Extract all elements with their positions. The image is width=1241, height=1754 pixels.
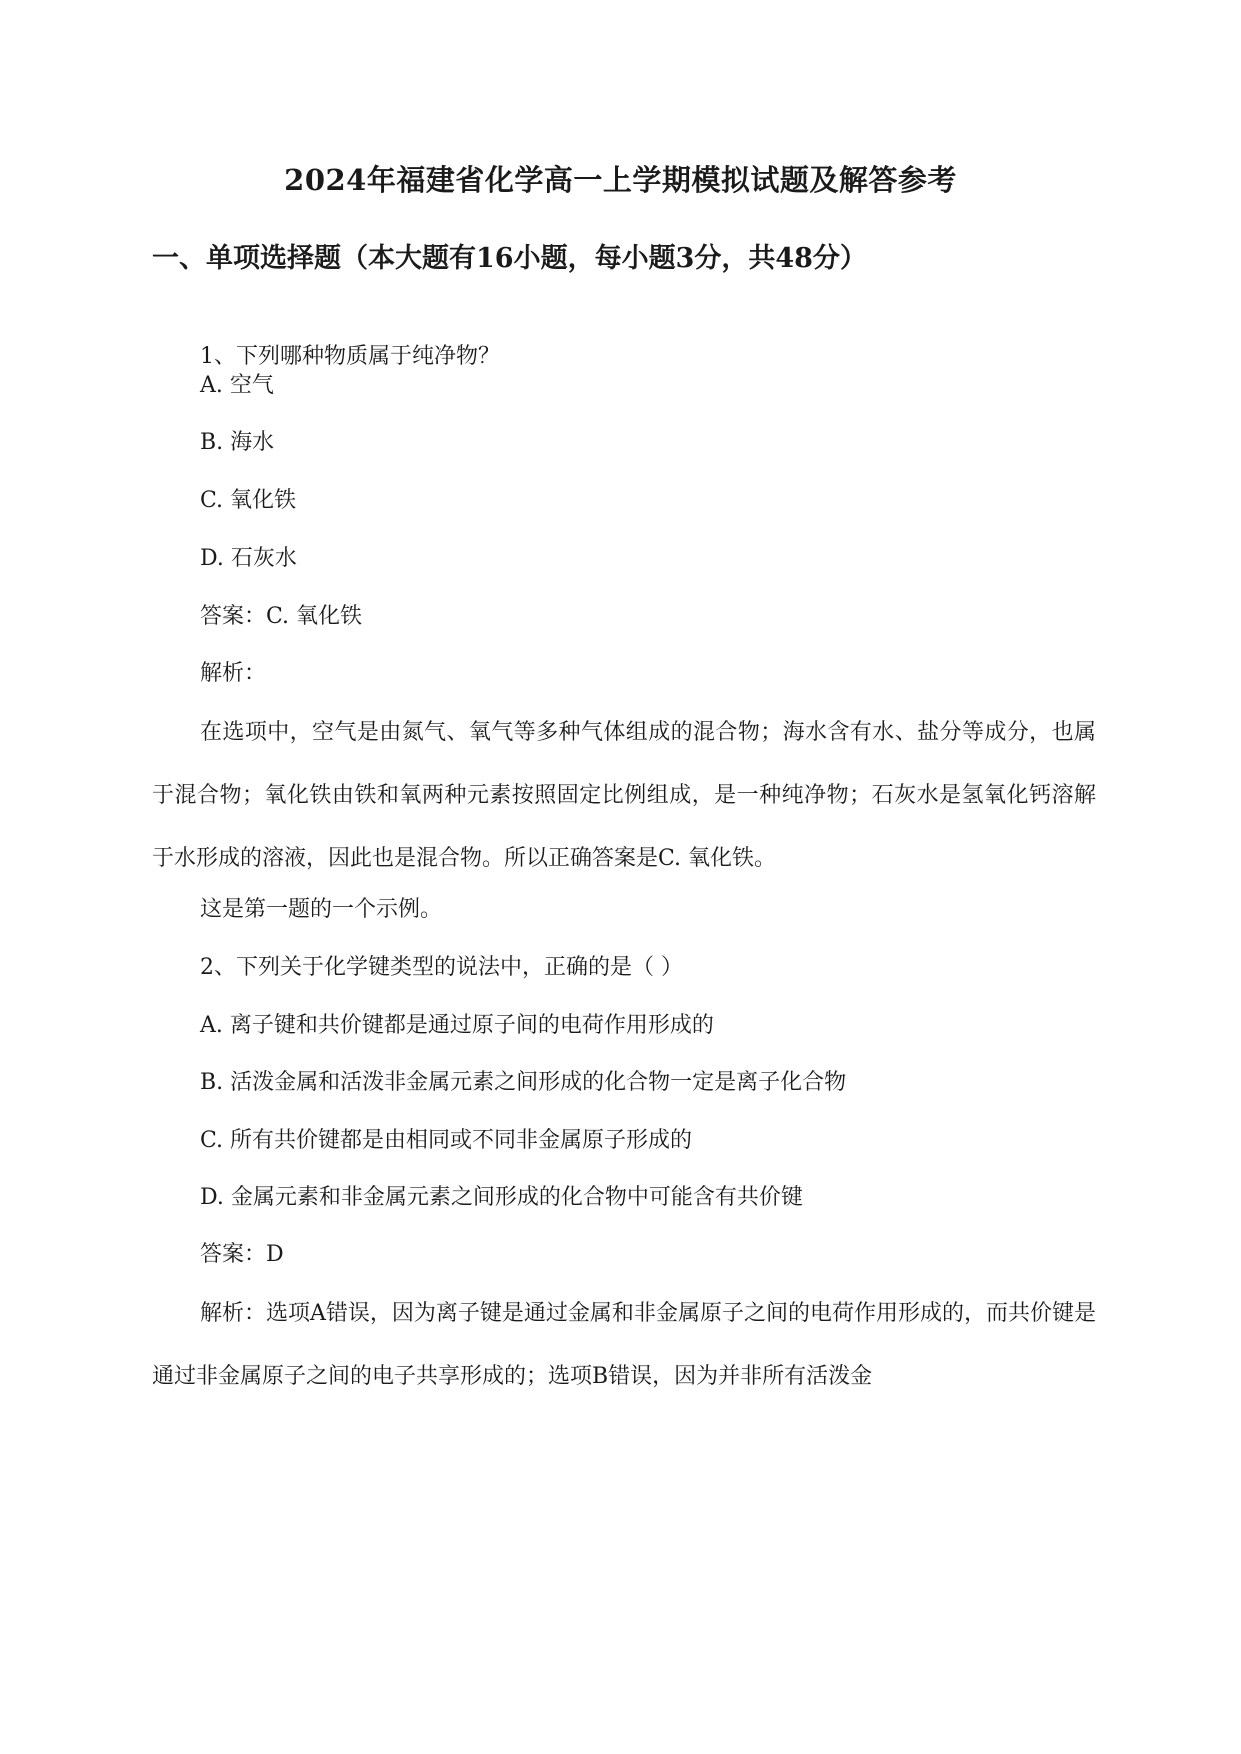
question-1-option-b: B. 海水 bbox=[200, 430, 275, 455]
question-1-option-c: C. 氧化铁 bbox=[200, 488, 297, 513]
question-2-option-d: D. 金属元素和非金属元素之间形成的化合物中可能含有共价键 bbox=[200, 1185, 803, 1210]
question-1-note: 这是第一题的一个示例。 bbox=[200, 897, 443, 922]
question-2-option-a: A. 离子键和共价键都是通过原子间的电荷作用形成的 bbox=[200, 1013, 714, 1038]
question-2-option-b: B. 活泼金属和活泼非金属元素之间形成的化合物一定是离子化合物 bbox=[200, 1070, 847, 1095]
question-2-analysis-text: 解析：选项A错误，因为离子键是通过金属和非金属原子之间的电荷作用形成的，而共价键是通过非金属原子之间的电子共享形成的；选项B错误，因为并非所有活泼金 bbox=[152, 1301, 1096, 1389]
question-1-analysis-text: 在选项中，空气是由氮气、氧气等多种气体组成的混合物；海水含有水、盐分等成分，也属于混合物；氧化铁由铁和氧两种元素按照固定比例组成，是一种纯净物；石灰水是氢氧化钙溶解于水形成的溶液，因此也是混合物。所以正确答案是C. 氧化铁。 bbox=[152, 720, 1096, 871]
question-2-stem: 2、下列关于化学键类型的说法中，正确的是（ ） bbox=[200, 955, 683, 980]
question-1-option-a: A. 空气 bbox=[200, 373, 274, 398]
question-1-analysis-label: 解析： bbox=[200, 661, 267, 686]
question-1-stem: 1、下列哪种物质属于纯净物？ bbox=[200, 344, 500, 369]
question-1-answer: 答案：C. 氧化铁 bbox=[200, 604, 363, 629]
question-1-option-d: D. 石灰水 bbox=[200, 546, 297, 571]
document-title: 2024年福建省化学高一上学期模拟试题及解答参考 bbox=[284, 163, 957, 197]
section-heading: 一、单项选择题（本大题有16小题，每小题3分，共48分） bbox=[152, 243, 867, 274]
question-2-option-c: C. 所有共价键都是由相同或不同非金属原子形成的 bbox=[200, 1128, 693, 1153]
question-2-answer: 答案：D bbox=[200, 1242, 284, 1267]
